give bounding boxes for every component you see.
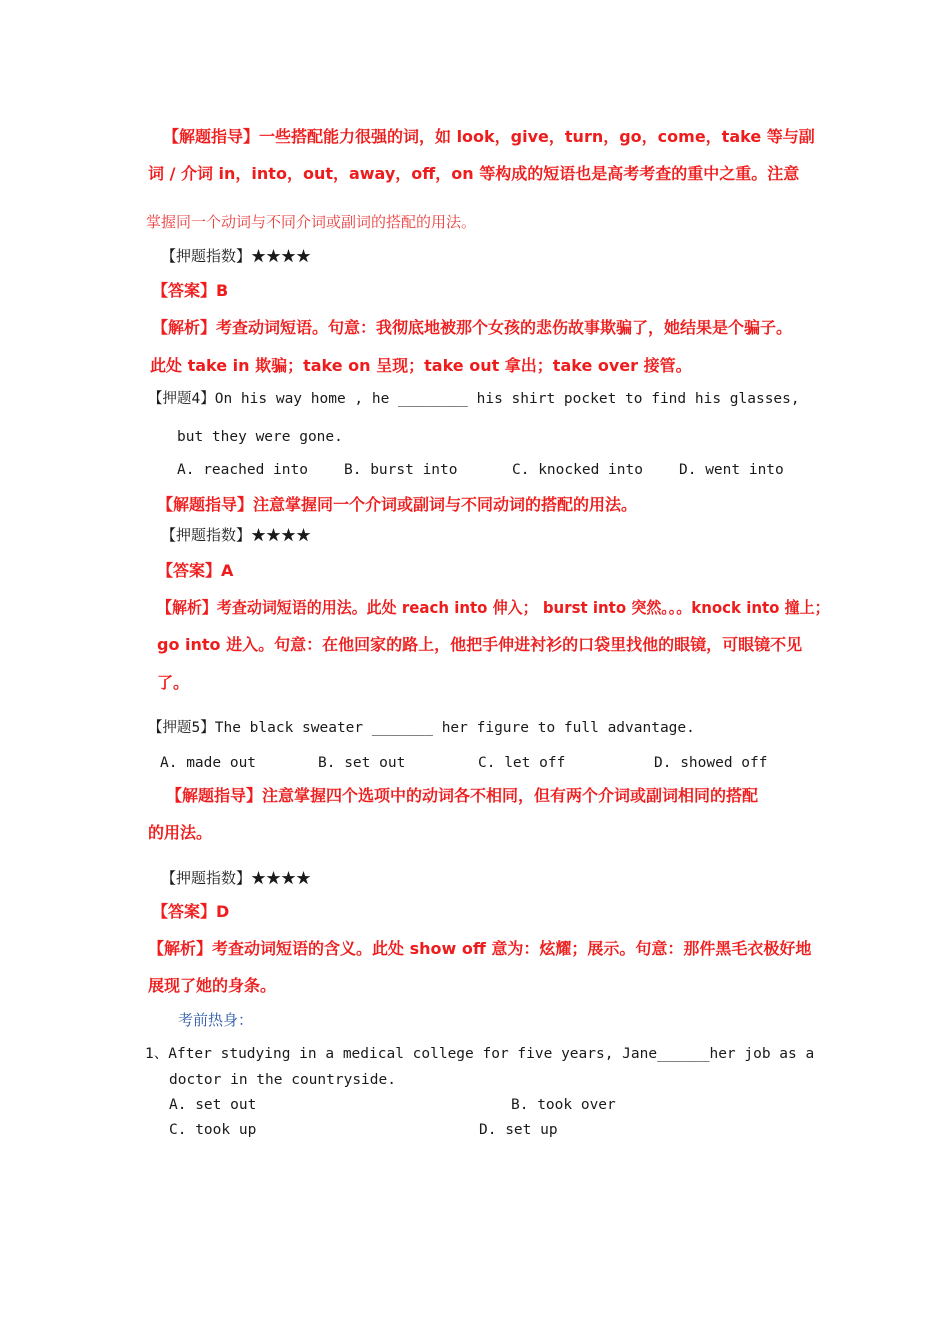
guide-text: 【解题指导】一些搭配能力很强的词，如 look，give，turn，go，come，take 等与副	[163, 127, 815, 146]
warmup-heading: 考前热身：	[178, 1011, 254, 1029]
option-c: C. let off	[478, 755, 566, 771]
question-stem: 1、After studying in a medical college for five years, Jane______her job as a	[145, 1046, 815, 1062]
option-b: B. set out	[318, 755, 406, 771]
index-rating: 【押题指数】★★★★	[161, 869, 312, 887]
analysis-text: 展现了她的身条。	[148, 976, 277, 995]
answer-label: 【答案】D	[152, 902, 230, 921]
option-d: D. set up	[479, 1122, 558, 1138]
question-stem: but they were gone.	[177, 429, 343, 445]
option-b: B. took over	[511, 1097, 616, 1113]
guide-text: 【解题指导】注意掌握四个选项中的动词各不相同，但有两个介词或副词相同的搭配	[166, 786, 759, 805]
analysis-text: 【解析】考查动词短语。句意：我彻底地被那个女孩的悲伤故事欺骗了，她结果是个骗子。	[152, 318, 793, 337]
option-d: D. showed off	[654, 755, 768, 771]
index-rating: 【押题指数】★★★★	[161, 247, 312, 265]
analysis-text: go into 进入。句意：在他回家的路上，他把手伸进衬衫的口袋里找他的眼镜，可眼镜不见	[157, 635, 803, 654]
analysis-text: 此处 take in 欺骗；take on 呈现；take out 拿出；take over 接管。	[150, 356, 692, 375]
guide-text: 【解题指导】注意掌握同一个介词或副词与不同动词的搭配的用法。	[157, 495, 638, 514]
index-rating: 【押题指数】★★★★	[161, 526, 312, 544]
option-b: B. burst into	[344, 462, 458, 478]
analysis-text: 【解析】考查动词短语的用法。此处 reach into 伸入； burst into 突然。。。knock into 撞上；	[157, 598, 830, 617]
option-a: A. reached into	[177, 462, 308, 478]
guide-text: 掌握同一个动词与不同介词或副词的搭配的用法。	[146, 213, 477, 231]
option-c: C. knocked into	[512, 462, 643, 478]
option-d: D. went into	[679, 462, 784, 478]
question-stem: 【押题4】On his way home , he ________ his shirt pocket to find his glasses,	[148, 391, 800, 407]
option-a: A. made out	[160, 755, 257, 771]
analysis-text: 了。	[157, 673, 190, 692]
guide-text: 词 / 介词 in，into，out，away，off，on 等构成的短语也是高考考查的重中之重。注意	[148, 164, 800, 183]
guide-text: 的用法。	[148, 823, 213, 842]
question-stem: doctor in the countryside.	[169, 1072, 396, 1088]
answer-label: 【答案】A	[157, 561, 234, 580]
analysis-text: 【解析】考查动词短语的含义。此处 show off 意为：炫耀；展示。句意：那件黑毛衣极好地	[148, 939, 812, 958]
option-c: C. took up	[169, 1122, 257, 1138]
question-stem: 【押题5】The black sweater _______ her figure to full advantage.	[148, 720, 695, 736]
option-a: A. set out	[169, 1097, 257, 1113]
answer-label: 【答案】B	[152, 281, 229, 300]
